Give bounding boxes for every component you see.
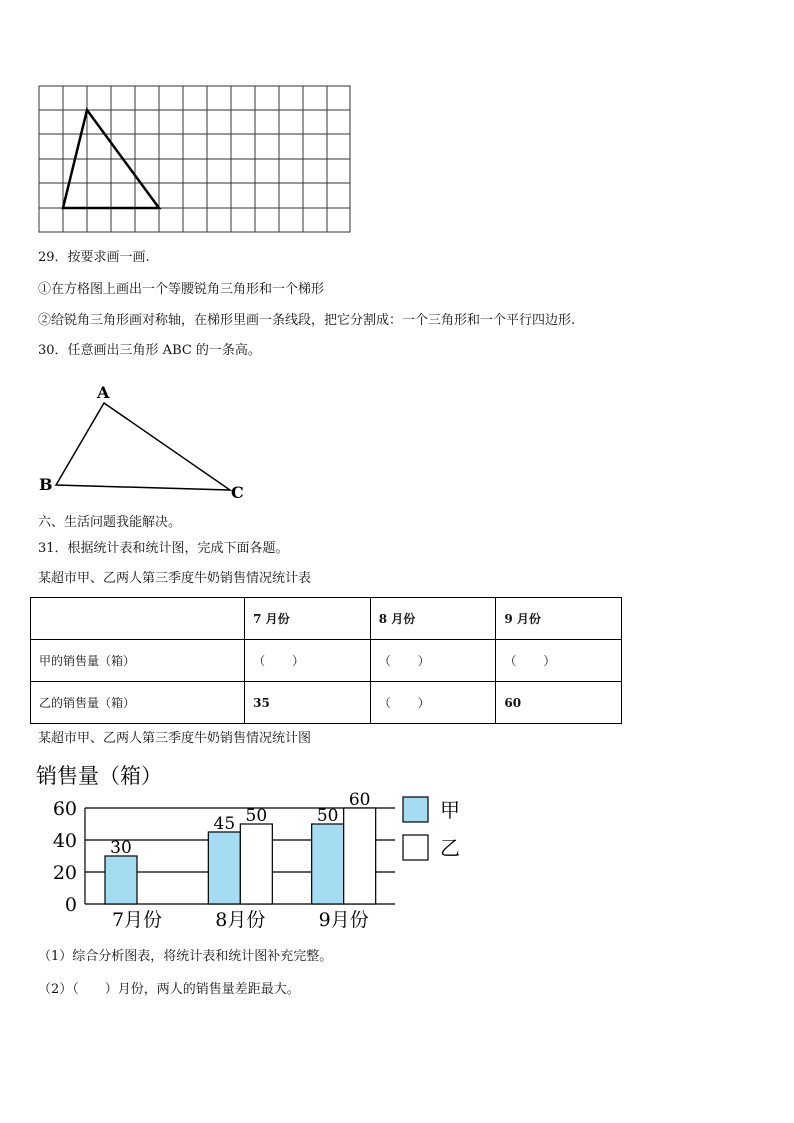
bar-value-label: 50 (316, 806, 339, 826)
bar-value-label: 50 (245, 806, 268, 826)
x-tick-label: 7月份 (111, 909, 163, 931)
stats-table (30, 597, 622, 724)
q31-title: 31．根据统计表和统计图，完成下面各题。 (38, 541, 289, 556)
answer-blank[interactable]: （ ） (496, 640, 622, 682)
table-header-cell: 7 月份 (245, 598, 371, 640)
table-header-row (31, 598, 622, 640)
table-header-cell: 9 月份 (496, 598, 622, 640)
vertex-c-label: C (231, 483, 244, 502)
table-header-cell (31, 598, 245, 640)
bar-value-label: 30 (110, 838, 132, 858)
row-label: 甲的销售量（箱） (31, 640, 245, 682)
vertex-a-label: A (97, 383, 110, 402)
y-tick-label: 20 (52, 862, 77, 884)
table-cell: 60 (496, 682, 622, 724)
q29-item2: ②给锐角三角形画对称轴，在梯形里画一条线段，把它分割成：一个三角形和一个平行四边形. (38, 313, 576, 328)
legend-label: 甲 (440, 798, 460, 822)
vertex-b-label: B (39, 475, 53, 494)
bar-甲 (312, 824, 344, 904)
x-tick-label: 8月份 (215, 909, 266, 931)
q29-item1: ①在方格图上画出一个等腰锐角三角形和一个梯形 (38, 282, 325, 297)
q29-title: 29．按要求画一画. (38, 250, 150, 265)
q30-title: 30．任意画出三角形 ABC 的一条高。 (38, 343, 261, 358)
answer-blank[interactable]: （ ） (370, 640, 496, 682)
y-tick-label: 40 (52, 830, 77, 852)
bar-乙 (344, 808, 376, 904)
x-tick-label: 9月份 (318, 909, 369, 931)
bar-chart (30, 762, 470, 937)
bar-value-label: 60 (348, 790, 371, 810)
chart-caption: 某超市甲、乙两人第三季度牛奶销售情况统计图 (38, 731, 312, 746)
bar-甲 (105, 856, 137, 904)
legend-swatch (403, 835, 428, 860)
section6-title: 六、生活问题我能解决。 (38, 515, 182, 530)
table-row (31, 640, 622, 682)
answer-blank[interactable]: （ ） (245, 640, 371, 682)
row-label: 乙的销售量（箱） (31, 682, 245, 724)
table-header-cell: 8 月份 (370, 598, 496, 640)
answer-blank[interactable]: （ ） (370, 682, 496, 724)
y-tick-label: 60 (52, 798, 77, 820)
table-row (31, 682, 622, 724)
y-axis-title: 销售量（箱） (36, 764, 162, 788)
table-cell: 35 (245, 682, 371, 724)
bar-value-label: 45 (213, 814, 236, 834)
table-caption: 某超市甲、乙两人第三季度牛奶销售情况统计表 (38, 571, 312, 586)
triangle-abc (34, 380, 254, 505)
grid-figure (38, 85, 352, 235)
bar-甲 (208, 832, 240, 904)
bar-乙 (240, 824, 272, 904)
legend-swatch (403, 797, 428, 822)
legend-label: 乙 (440, 836, 460, 860)
q31-sub2: （2）（ ）月份，两人的销售量差距最大。 (38, 982, 300, 997)
y-tick-label: 0 (64, 894, 77, 916)
q31-sub1: （1）综合分析图表，将统计表和统计图补充完整。 (38, 949, 333, 964)
